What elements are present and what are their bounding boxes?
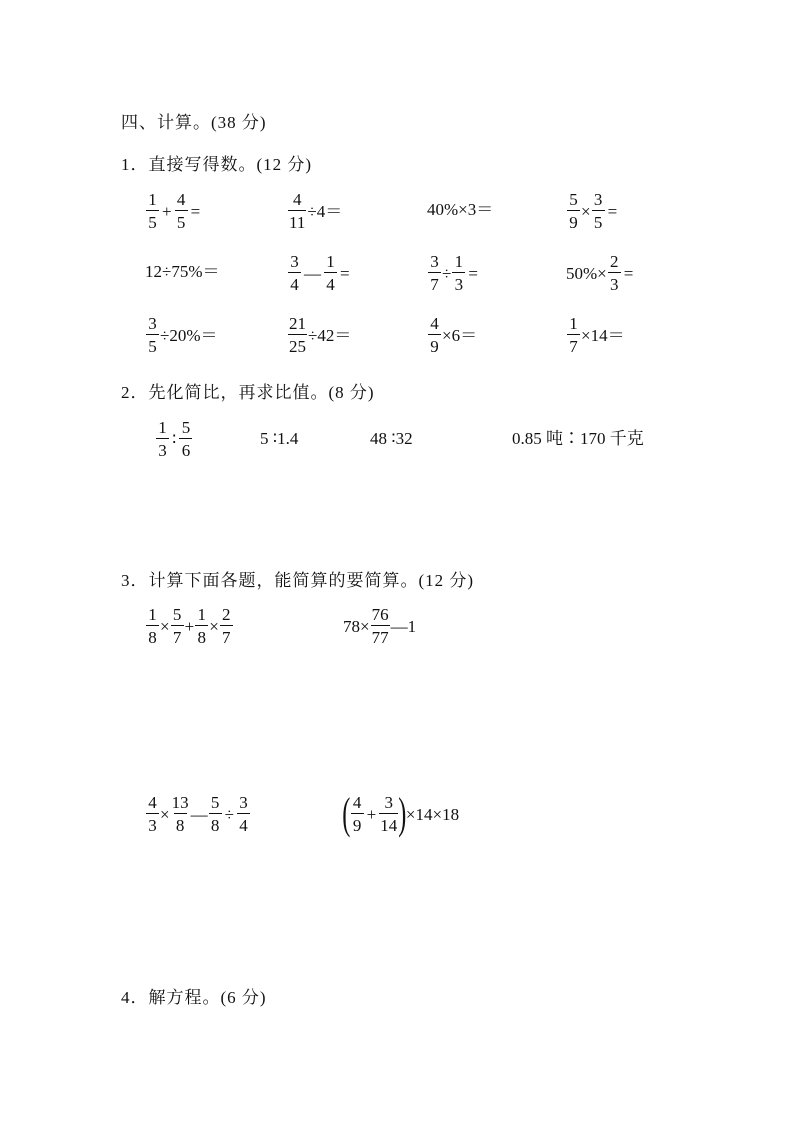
numerator: 4: [148, 793, 157, 812]
numerator: 4: [430, 314, 439, 333]
left-parenthesis: (: [342, 789, 351, 839]
fraction: [567, 191, 580, 231]
q1-item-11: [427, 315, 477, 355]
fraction: [156, 419, 169, 459]
q1-item-6: [287, 253, 352, 293]
fraction: [608, 253, 621, 293]
denominator: 5: [146, 334, 159, 355]
expression-tail: —1: [390, 616, 417, 636]
fraction: [452, 253, 465, 293]
right-parenthesis: ): [398, 789, 407, 839]
numerator: 21: [289, 314, 306, 333]
numerator: 3: [430, 252, 439, 271]
fraction: [146, 315, 159, 355]
operator: —: [304, 263, 321, 283]
denominator: 3: [156, 438, 169, 459]
expression: 48 ∶32: [370, 429, 413, 448]
numerator: 2: [222, 605, 231, 624]
expression-prefix: 50%×: [566, 263, 607, 283]
operator: +: [184, 616, 195, 636]
numerator: 4: [176, 190, 186, 209]
denominator: 4: [324, 272, 337, 293]
numerator: 5: [569, 190, 578, 209]
fraction: [592, 191, 605, 231]
fraction: [195, 606, 208, 646]
operator: +: [366, 804, 377, 824]
numerator: 5: [210, 793, 220, 812]
expression: 0.85 吨∶170 千克: [512, 429, 644, 448]
numerator: 5: [181, 418, 191, 437]
fraction: [171, 606, 184, 646]
denominator: 9: [428, 334, 441, 355]
numerator: 3: [148, 314, 157, 333]
operator: ×: [581, 201, 591, 221]
q2-item-4: [512, 430, 644, 447]
numerator: 1: [454, 252, 464, 271]
fraction: [237, 794, 250, 834]
numerator: 3: [593, 190, 603, 209]
fraction: [288, 253, 301, 293]
q1-item-10: [287, 315, 351, 355]
equals: =: [468, 263, 478, 283]
fraction: [209, 794, 222, 834]
q2-item-2: [260, 430, 298, 447]
fraction: [379, 794, 398, 834]
numerator: 5: [172, 605, 182, 624]
q1-item-12: [566, 315, 625, 355]
q1-item-9: [145, 315, 218, 355]
numerator: 3: [290, 252, 299, 271]
q1-item-8: [566, 253, 635, 293]
denominator: 8: [195, 625, 208, 646]
fraction: [171, 794, 190, 834]
operator: ×: [209, 616, 219, 636]
expression: 5 ∶1.4: [260, 429, 299, 448]
numerator: 1: [148, 605, 157, 624]
denominator: 14: [379, 813, 398, 834]
denominator: 5: [146, 210, 159, 231]
numerator: 1: [326, 252, 335, 271]
fraction: [146, 606, 159, 646]
numerator: 4: [352, 793, 362, 812]
q1-title: 1．直接写得数。(12 分): [121, 155, 313, 174]
q1-item-4: [566, 191, 619, 231]
denominator: 5: [175, 210, 188, 231]
numerator: 13: [171, 793, 189, 812]
expression-prefix: 78×: [343, 616, 370, 636]
fraction: [428, 315, 441, 355]
equals: =: [340, 263, 350, 283]
q4-title: 4．解方程。(6 分): [121, 988, 267, 1007]
denominator: 3: [608, 272, 621, 293]
numerator: 1: [569, 314, 578, 333]
numerator: 1: [197, 605, 206, 624]
denominator: 8: [209, 813, 222, 834]
fraction: [146, 191, 159, 231]
q2-item-3: [370, 430, 413, 447]
q3-expression-3: [145, 794, 251, 834]
numerator: 4: [292, 190, 302, 209]
operator: +: [162, 201, 172, 221]
numerator: 1: [148, 190, 157, 209]
expression: 40%×3＝: [427, 200, 494, 219]
denominator: 7: [567, 334, 580, 355]
numerator: 2: [610, 252, 619, 271]
section-title: 四、计算。(38 分): [121, 113, 267, 132]
denominator: 3: [146, 813, 159, 834]
denominator: 9: [351, 813, 364, 834]
operator: ÷: [224, 804, 234, 824]
fraction: [179, 419, 192, 459]
fraction: [324, 253, 337, 293]
denominator: 9: [567, 210, 580, 231]
denominator: 5: [592, 210, 605, 231]
fraction: [351, 794, 364, 834]
q1-item-3: [427, 201, 493, 218]
denominator: 8: [174, 813, 187, 834]
numerator: 3: [239, 793, 248, 812]
q1-item-1: [145, 191, 202, 231]
denominator: 7: [428, 272, 441, 293]
equals: =: [607, 201, 618, 221]
fraction: [371, 606, 390, 646]
denominator: 4: [237, 813, 250, 834]
q2-item-1: [155, 419, 193, 459]
q2-title: 2．先化简比，再求比值。(8 分): [121, 383, 375, 402]
fraction: [567, 315, 580, 355]
numerator: 1: [158, 418, 167, 437]
numerator: 3: [384, 793, 393, 812]
fraction: [175, 191, 188, 231]
denominator: 4: [288, 272, 301, 293]
fraction: [220, 606, 233, 646]
q3-expression-2: [343, 606, 416, 646]
q1-item-7: [427, 253, 480, 293]
operator: —: [190, 804, 208, 824]
operator: ×: [160, 616, 170, 636]
q3-title: 3．计算下面各题，能简算的要简算。(12 分): [121, 571, 475, 590]
denominator: 7: [171, 625, 184, 646]
ratio-sign: ∶: [172, 429, 177, 449]
expression: 12÷75%＝: [145, 262, 220, 281]
expression-tail: ×6＝: [442, 325, 478, 345]
denominator: 3: [452, 272, 465, 293]
expression-tail: ×14＝: [581, 325, 625, 345]
q3-expression-4: [342, 789, 460, 839]
denominator: 11: [288, 210, 306, 231]
fraction: [146, 794, 159, 834]
q3-expression-1: [145, 606, 234, 646]
fraction: [288, 315, 307, 355]
operator: ×: [160, 804, 170, 824]
expression-tail: ÷20%＝: [160, 325, 218, 345]
expression-tail: ÷42＝: [308, 325, 352, 345]
equals: =: [190, 201, 201, 221]
denominator: 7: [220, 625, 233, 646]
fraction: [428, 253, 441, 293]
expression-tail: ÷4＝: [307, 201, 343, 221]
q1-item-2: [287, 191, 342, 231]
operator: ÷: [442, 263, 452, 283]
denominator: 25: [288, 334, 307, 355]
denominator: 8: [146, 625, 159, 646]
denominator: 6: [179, 438, 192, 459]
expression-tail: ×14×18: [405, 804, 460, 824]
q1-item-5: [145, 263, 220, 280]
denominator: 77: [371, 625, 390, 646]
fraction: [288, 191, 306, 231]
equals: =: [623, 263, 634, 283]
numerator: 76: [371, 605, 389, 624]
